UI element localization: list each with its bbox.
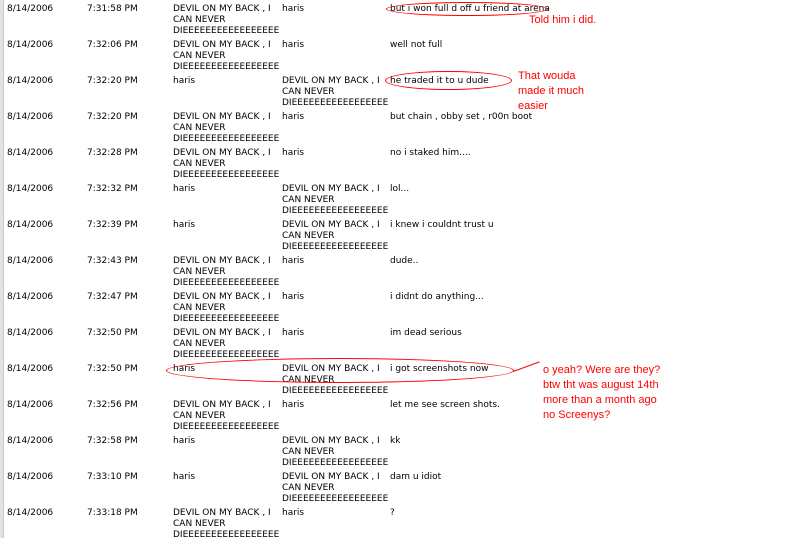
cell-time: 7:31:58 PM bbox=[87, 4, 138, 14]
cell-time: 7:32:39 PM bbox=[87, 220, 138, 230]
cell-to: DEVIL ON MY BACK , I CAN NEVER DIEEEEEEEEEEEEEEEEE bbox=[282, 184, 389, 216]
cell-from: DEVIL ON MY BACK , I CAN NEVER DIEEEEEEEEEEEEEEEEE bbox=[173, 256, 280, 288]
cell-from: DEVIL ON MY BACK , I CAN NEVER DIEEEEEEEEEEEEEEEEE bbox=[173, 508, 280, 540]
cell-from: DEVIL ON MY BACK , I CAN NEVER DIEEEEEEEEEEEEEEEEE bbox=[173, 400, 280, 432]
cell-date: 8/14/2006 bbox=[7, 400, 54, 410]
cell-message: dude.. bbox=[390, 256, 419, 266]
annotation-where-are-they: o yeah? Were are they? btw tht was august 14th more than a month ago no Screenys? bbox=[543, 364, 661, 421]
cell-date: 8/14/2006 bbox=[7, 472, 54, 482]
cell-date: 8/14/2006 bbox=[7, 364, 54, 374]
cell-time: 7:32:43 PM bbox=[87, 256, 138, 266]
cell-to: DEVIL ON MY BACK , I CAN NEVER DIEEEEEEEEEEEEEEEEE bbox=[282, 364, 389, 396]
cell-date: 8/14/2006 bbox=[7, 112, 54, 122]
cell-from: DEVIL ON MY BACK , I CAN NEVER DIEEEEEEEEEEEEEEEEE bbox=[173, 292, 280, 324]
cell-to: haris bbox=[282, 40, 305, 50]
cell-to: haris bbox=[282, 148, 305, 158]
highlight-ellipse-3 bbox=[166, 358, 514, 383]
cell-message: i knew i couldnt trust u bbox=[390, 220, 494, 230]
cell-message: well not full bbox=[390, 40, 443, 50]
cell-message: im dead serious bbox=[390, 328, 462, 338]
cell-message: no i staked him.... bbox=[390, 148, 471, 158]
cell-from: DEVIL ON MY BACK , I CAN NEVER DIEEEEEEEEEEEEEEEEE bbox=[173, 4, 280, 36]
cell-time: 7:33:10 PM bbox=[87, 472, 138, 482]
cell-to: DEVIL ON MY BACK , I CAN NEVER DIEEEEEEEEEEEEEEEEE bbox=[282, 76, 389, 108]
cell-time: 7:32:47 PM bbox=[87, 292, 138, 302]
cell-date: 8/14/2006 bbox=[7, 292, 54, 302]
highlight-ellipse-2 bbox=[385, 71, 512, 90]
cell-date: 8/14/2006 bbox=[7, 220, 54, 230]
cell-to: DEVIL ON MY BACK , I CAN NEVER DIEEEEEEEEEEEEEEEEE bbox=[282, 472, 389, 504]
cell-date: 8/14/2006 bbox=[7, 256, 54, 266]
cell-from: DEVIL ON MY BACK , I CAN NEVER DIEEEEEEEEEEEEEEEEE bbox=[173, 148, 280, 180]
cell-time: 7:32:56 PM bbox=[87, 400, 138, 410]
cell-time: 7:33:18 PM bbox=[87, 508, 138, 518]
cell-message: ? bbox=[390, 508, 395, 518]
cell-time: 7:32:06 PM bbox=[87, 40, 138, 50]
cell-from: haris bbox=[173, 184, 196, 194]
cell-date: 8/14/2006 bbox=[7, 508, 54, 518]
cell-message: lol... bbox=[390, 184, 410, 194]
annotation-told-him: Told him i did. bbox=[529, 14, 597, 26]
cell-message: kk bbox=[390, 436, 401, 446]
cell-message: but i won full d off u friend at arena bbox=[390, 4, 550, 14]
cell-from: DEVIL ON MY BACK , I CAN NEVER DIEEEEEEEEEEEEEEEEE bbox=[173, 328, 280, 360]
cell-from: DEVIL ON MY BACK , I CAN NEVER DIEEEEEEEEEEEEEEEEE bbox=[173, 112, 280, 144]
cell-message: i got screenshots now bbox=[390, 364, 489, 374]
cell-time: 7:32:32 PM bbox=[87, 184, 138, 194]
cell-from: haris bbox=[173, 220, 196, 230]
cell-from: haris bbox=[173, 76, 196, 86]
cell-to: haris bbox=[282, 400, 305, 410]
cell-date: 8/14/2006 bbox=[7, 328, 54, 338]
cell-date: 8/14/2006 bbox=[7, 40, 54, 50]
cell-to: DEVIL ON MY BACK , I CAN NEVER DIEEEEEEEEEEEEEEEEE bbox=[282, 436, 389, 468]
cell-time: 7:32:20 PM bbox=[87, 76, 138, 86]
cell-from: haris bbox=[173, 436, 196, 446]
cell-time: 7:32:50 PM bbox=[87, 328, 138, 338]
cell-to: haris bbox=[282, 328, 305, 338]
cell-message: i didnt do anything... bbox=[390, 292, 484, 302]
cell-to: haris bbox=[282, 256, 305, 266]
cell-date: 8/14/2006 bbox=[7, 76, 54, 86]
cell-time: 7:32:20 PM bbox=[87, 112, 138, 122]
cell-to: haris bbox=[282, 292, 305, 302]
cell-time: 7:32:50 PM bbox=[87, 364, 138, 374]
cell-message: he traded it to u dude bbox=[390, 76, 489, 86]
cell-message: let me see screen shots. bbox=[390, 400, 500, 410]
cell-from: haris bbox=[173, 364, 196, 374]
cell-to: haris bbox=[282, 508, 305, 518]
cell-to: haris bbox=[282, 112, 305, 122]
cell-time: 7:32:28 PM bbox=[87, 148, 138, 158]
cell-time: 7:32:58 PM bbox=[87, 436, 138, 446]
cell-message: but chain , obby set , r00n boot bbox=[390, 112, 533, 122]
cell-date: 8/14/2006 bbox=[7, 184, 54, 194]
cell-from: haris bbox=[173, 472, 196, 482]
cell-date: 8/14/2006 bbox=[7, 436, 54, 446]
cell-date: 8/14/2006 bbox=[7, 4, 54, 14]
cell-date: 8/14/2006 bbox=[7, 148, 54, 158]
cell-message: dam u idiot bbox=[390, 472, 442, 482]
annotation-that-wouda: That wouda made it much easier bbox=[518, 70, 585, 112]
cell-to: haris bbox=[282, 4, 305, 14]
window-left-border bbox=[0, 0, 4, 538]
cell-from: DEVIL ON MY BACK , I CAN NEVER DIEEEEEEEEEEEEEEEEE bbox=[173, 40, 280, 72]
highlight-ellipse-1 bbox=[386, 2, 548, 16]
cell-to: DEVIL ON MY BACK , I CAN NEVER DIEEEEEEEEEEEEEEEEE bbox=[282, 220, 389, 252]
